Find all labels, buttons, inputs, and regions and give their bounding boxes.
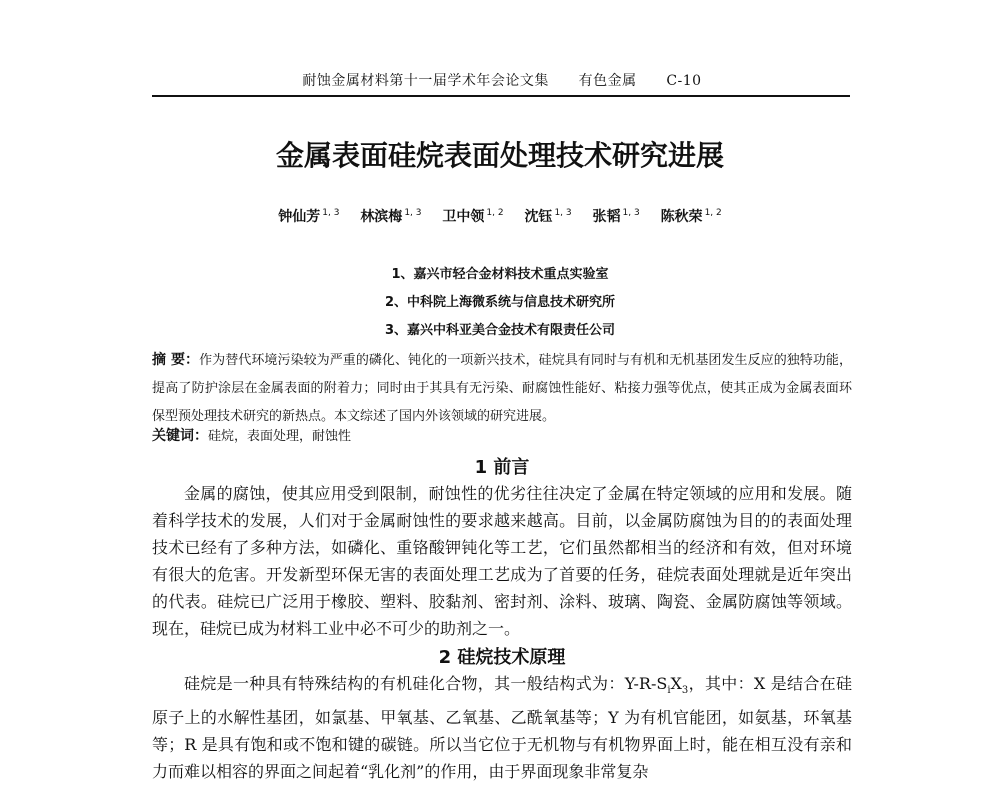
- paper-title: 金属表面硅烷表面处理技术研究进展: [275, 139, 724, 172]
- author: 沈钰 $^{1, 3}$: [524, 208, 572, 225]
- section-paragraph: 金属的腐蚀，使其应用受到限制，耐蚀性的优劣往往决定了金属在特定领域的应用和发展。随着科学技术的发展，人们对于金属耐蚀性的要求越来越高。目前，以金属防腐蚀为目的的表面处理技术已经有了多种方法，如磷化、重铬酸钾钝化等工艺，它们虽然都相当的经济和有效，但对环境有很大的危害。开发新型环保无害的表面处理工艺成为了首要的任务，硅烷表面处理就是近年突出的代表。硅烷已广泛用于橡胶、塑料、胶黏剂、密封剂、涂料、玻璃、陶瓷、金属防腐蚀等领域。现在，硅烷已成为材料工业中必不可少的助剂之一。: [152, 484, 852, 638]
- keywords-label: 关键词：: [152, 428, 208, 444]
- abstract-text: 作为替代环境污染较为严重的磷化、钝化的一项新兴技术，硅烷具有同时与有机和无机基团发生反应的独特功能，提高了防护涂层在金属表面的附着力；同时由于其具有无污染、耐腐蚀性能好、粘接力强等优点，使其正成为金属表面环保型预处理技术研究的新热点。本文综述了国内外该领域的研究进展。: [152, 353, 852, 424]
- affiliation: 1、嘉兴市轻合金材料技术重点实验室: [391, 267, 609, 282]
- abstract-label: 摘 要：: [152, 352, 200, 368]
- author: 卫中领 $^{1, 2}$: [442, 208, 504, 225]
- section-paragraph: 硅烷是一种具有特殊结构的有机硅化合物，其一般结构式为：$Y-R-S_iX_3$，其中：X 是结合在硅原子上的水解性基团，如氯基、甲氧基、乙氧基、乙酰氧基等；Y 为有机官能团，如氨基，环氧基等；R 是具有饱和或不饱和键的碳链。所以当它位于无机物与有机物界面上时，能在相互没有亲和力而难以相容的界面之间起着“乳化剂”的作用，由于界面现象非常复杂: [152, 674, 852, 782]
- abstract: [152, 346, 852, 431]
- journal-name: 耐蚀金属材料第十一届学术年会论文集: [302, 73, 549, 89]
- page-number: C-10: [666, 73, 702, 89]
- author: 陈秋荣 $^{1, 2}$: [660, 208, 722, 225]
- author: 张韬 $^{1, 3}$: [592, 208, 640, 225]
- keywords: [152, 425, 852, 445]
- header-section: 有色金属: [578, 73, 637, 89]
- section-heading: 2 硅烷技术原理: [438, 647, 566, 668]
- keywords-text: 硅烷，表面处理，耐蚀性: [208, 429, 352, 444]
- author: 钟仙芳 $^{1, 3}$: [278, 208, 340, 225]
- author-list: [150, 206, 850, 226]
- affiliation: 3、嘉兴中科亚美合金技术有限责任公司: [384, 323, 616, 338]
- running-header: [152, 70, 852, 90]
- affiliation: 2、中科院上海微系统与信息技术研究所: [384, 295, 616, 310]
- section-heading: 1 前言: [474, 457, 530, 478]
- author: 林滨梅 $^{1, 3}$: [360, 208, 422, 225]
- header-rule: [152, 95, 850, 97]
